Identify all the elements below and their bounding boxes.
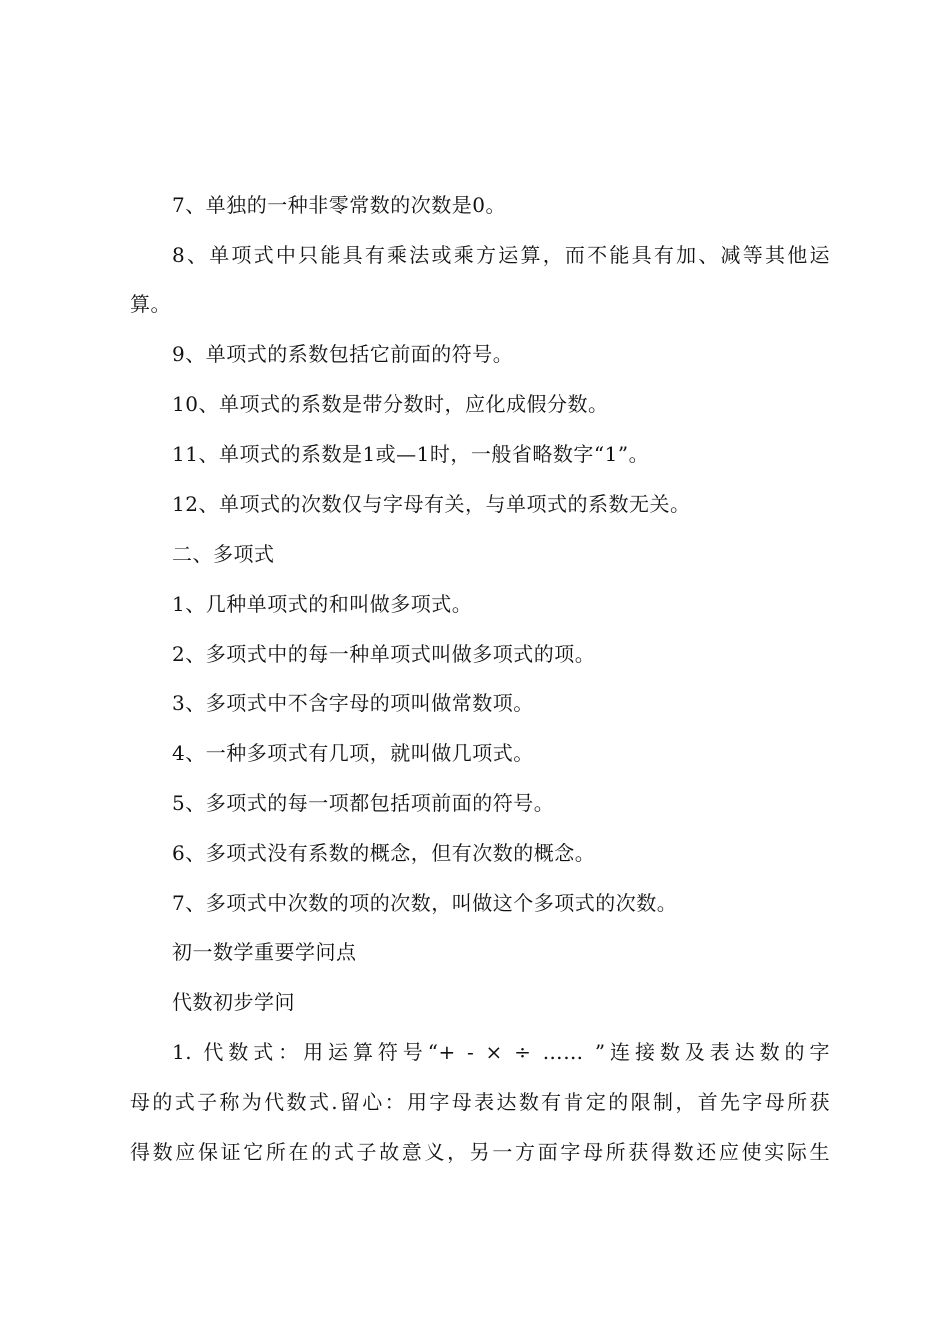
text-line-11: 3、多项式中不含字母的项叫做常数项。 [172,691,534,715]
text-line-4: 9、单项式的系数包括它前面的符号。 [172,342,514,366]
text-line-19: 母的式子称为代数式.留心：用字母表达数有肯定的限制，首先字母所获 [130,1090,830,1114]
text-line-9: 1、几种单项式的和叫做多项式。 [172,592,473,616]
subheading-2: 代数初步学问 [172,990,295,1014]
text-line-13: 5、多项式的每一项都包括项前面的符号。 [172,791,555,815]
text-line-14: 6、多项式没有系数的概念，但有次数的概念。 [172,841,596,865]
text-line-10: 2、多项式中的每一种单项式叫做多项式的项。 [172,642,596,666]
text-line-12: 4、一种多项式有几项，就叫做几项式。 [172,741,534,765]
text-line-5: 10、单项式的系数是带分数时，应化成假分数。 [172,392,609,416]
text-line-18: 1. 代数式：用运算符号“+ - × ÷ …… ”连接数及表达数的字 [172,1040,830,1064]
subheading-1: 初一数学重要学问点 [172,940,357,964]
text-line-1: 7、单独的一种非零常数的次数是0。 [172,193,506,217]
text-line-3: 算。 [130,292,171,316]
section-heading: 二、多项式 [172,542,275,566]
text-line-15: 7、多项式中次数的项的次数，叫做这个多项式的次数。 [172,891,678,915]
text-line-20: 得数应保证它所在的式子故意义，另一方面字母所获得数还应使实际生 [130,1140,830,1164]
text-line-6: 11、单项式的系数是1或—1时，一般省略数字“1”。 [172,442,650,466]
text-line-7: 12、单项式的次数仅与字母有关，与单项式的系数无关。 [172,492,691,516]
text-line-2: 8、单项式中只能具有乘法或乘方运算，而不能具有加、减等其他运 [172,243,830,267]
